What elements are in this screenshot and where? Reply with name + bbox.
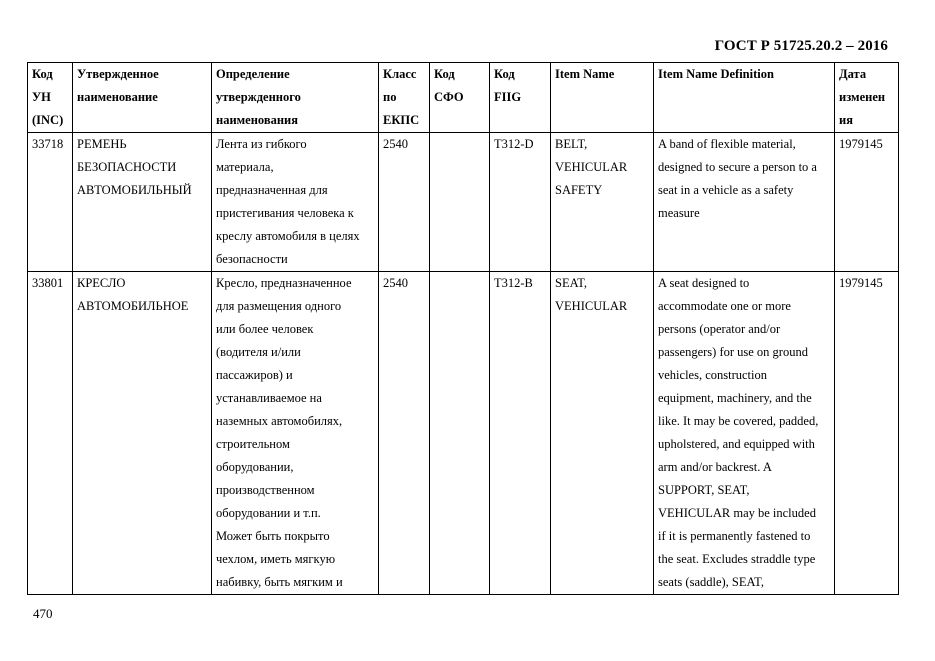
cell-code-fiig: T312-D xyxy=(490,133,551,272)
cell-class-ekps: 2540 xyxy=(379,133,430,272)
col-header-approved-name: Утвержденное наименование xyxy=(73,63,212,133)
cell-code-sfo xyxy=(430,133,490,272)
cell-definition: Лента из гибкого материала, предназначенная для пристегивания человека к креслу автомобиля в целях безопасности xyxy=(212,133,379,272)
col-header-item-name: Item Name xyxy=(551,63,654,133)
col-header-code-sfo: Код СФО xyxy=(430,63,490,133)
cell-date-changed: 1979145 xyxy=(835,133,899,272)
cell-item-name: BELT, VEHICULAR SAFETY xyxy=(551,133,654,272)
col-header-code-fiig: Код FIIG xyxy=(490,63,551,133)
cell-approved-name: РЕМЕНЬ БЕЗОПАСНОСТИ АВТОМОБИЛЬНЫЙ xyxy=(73,133,212,272)
cell-date-changed: 1979145 xyxy=(835,272,899,595)
col-header-definition: Определение утвержденного наименования xyxy=(212,63,379,133)
col-header-code-un: Код УН (INC) xyxy=(28,63,73,133)
col-header-item-name-definition: Item Name Definition xyxy=(654,63,835,133)
document-code: ГОСТ Р 51725.20.2 – 2016 xyxy=(714,38,888,54)
table-row xyxy=(28,133,899,272)
cell-class-ekps: 2540 xyxy=(379,272,430,595)
cell-code-sfo xyxy=(430,272,490,595)
cell-approved-name: КРЕСЛО АВТОМОБИЛЬНОЕ xyxy=(73,272,212,595)
classifier-table xyxy=(27,62,899,595)
col-header-class-ekps: Класс по ЕКПС xyxy=(379,63,430,133)
cell-definition: Кресло, предназначенное для размещения одного или более человек (водителя и/или пассажиров) и устанавливаемое на наземных автомобилях, строительном оборудовании, производственном оборудовании и т.п. Может быть покрыто чехлом, иметь мягкую набивку, быть мягким и xyxy=(212,272,379,595)
cell-item-name: SEAT, VEHICULAR xyxy=(551,272,654,595)
table-row xyxy=(28,272,899,595)
table-header-row xyxy=(28,63,899,133)
cell-item-name-definition: A seat designed to accommodate one or more persons (operator and/or passengers) for use on ground vehicles, construction equipment, machinery, and the like. It may be covered, padded, upholstered, and equipped with arm and/or backrest. A SUPPORT, SEAT, VEHICULAR may be included if it is permanently fastened to the seat. Excludes straddle type seats (saddle), SEAT, xyxy=(654,272,835,595)
cell-code-un: 33718 xyxy=(28,133,73,272)
cell-code-fiig: T312-B xyxy=(490,272,551,595)
col-header-date-changed: Дата изменен ия xyxy=(835,63,899,133)
cell-code-un: 33801 xyxy=(28,272,73,595)
page-number: 470 xyxy=(33,606,53,621)
cell-item-name-definition: A band of flexible material, designed to secure a person to a seat in a vehicle as a safety measure xyxy=(654,133,835,272)
